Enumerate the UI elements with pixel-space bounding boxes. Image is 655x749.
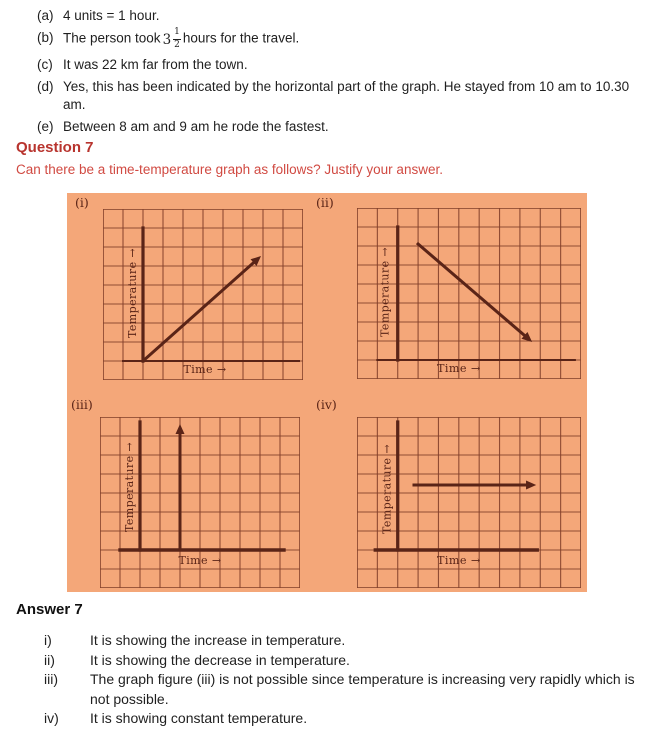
item-marker: ii) xyxy=(44,651,55,668)
list-item xyxy=(37,118,645,136)
item-text xyxy=(63,29,299,52)
graph-svg xyxy=(357,417,581,588)
y-axis-label: Temperature → xyxy=(126,248,139,338)
item-marker: (e) xyxy=(37,118,54,134)
question-heading: Question 7 xyxy=(16,139,94,156)
graph-iii xyxy=(100,417,300,588)
figure-panel xyxy=(67,193,587,592)
fraction-numerator: 1 xyxy=(173,28,181,40)
graph-iv xyxy=(357,417,581,588)
y-axis-label: Temperature → xyxy=(378,247,392,337)
list-item xyxy=(37,78,645,114)
x-axis-label: Time → xyxy=(436,554,481,567)
list-item xyxy=(37,56,645,74)
graph-svg xyxy=(100,417,300,588)
item-marker: (d) xyxy=(37,78,54,94)
x-axis-label: Time → xyxy=(183,363,227,376)
fraction-whole: 3 xyxy=(162,32,172,49)
list-item xyxy=(44,670,648,709)
item-text: It is showing the decrease in temperature. xyxy=(90,651,350,668)
graph-label-i: (i) xyxy=(75,195,89,210)
item-text-after: hours for the travel. xyxy=(182,30,300,46)
item-text: It is showing constant temperature. xyxy=(90,710,308,726)
graph-svg xyxy=(357,208,581,379)
item-text: It is showing the increase in temperature. xyxy=(90,632,346,648)
x-axis-label: Time → xyxy=(178,554,222,567)
graph-svg xyxy=(103,209,303,380)
question-text: Can there be a time-temperature graph as follows? Justify your answer. xyxy=(16,162,443,177)
mixed-number xyxy=(163,29,181,52)
graph-label-ii: (ii) xyxy=(316,195,334,210)
previous-answer-list xyxy=(37,7,645,140)
graph-label-iii: (iii) xyxy=(71,397,93,412)
item-marker: iii) xyxy=(44,671,58,687)
graph-ii xyxy=(357,208,581,379)
list-item xyxy=(44,651,648,671)
answer-heading: Answer 7 xyxy=(16,601,83,618)
y-axis-label: Temperature → xyxy=(380,444,394,534)
list-item xyxy=(44,631,648,651)
y-axis-label: Temperature → xyxy=(123,442,136,532)
item-marker: (c) xyxy=(37,56,53,72)
item-text-before: The person took xyxy=(63,30,161,46)
fraction xyxy=(173,28,181,51)
item-text: Yes, this has been indicated by the horizontal part of the graph. He stayed from 10 am to 10.30 am. xyxy=(63,78,630,112)
list-item xyxy=(37,7,645,25)
x-axis-label: Time → xyxy=(436,362,481,375)
item-marker: (b) xyxy=(37,30,54,45)
graph-i xyxy=(103,209,303,380)
list-item xyxy=(37,29,645,52)
item-marker: i) xyxy=(44,632,52,648)
fraction-denominator: 2 xyxy=(174,39,180,50)
item-text: The graph figure (iii) is not possible since temperature is increasing very rapidly which is not possible. xyxy=(90,671,635,707)
item-text: 4 units = 1 hour. xyxy=(63,8,160,23)
graph-label-iv: (iv) xyxy=(316,397,337,412)
item-marker: (a) xyxy=(37,8,54,23)
answer-list xyxy=(44,631,648,729)
item-text: Between 8 am and 9 am he rode the fastest. xyxy=(63,118,329,134)
list-item xyxy=(44,709,648,729)
item-marker: iv) xyxy=(44,710,59,726)
item-text: It was 22 km far from the town. xyxy=(63,56,248,72)
